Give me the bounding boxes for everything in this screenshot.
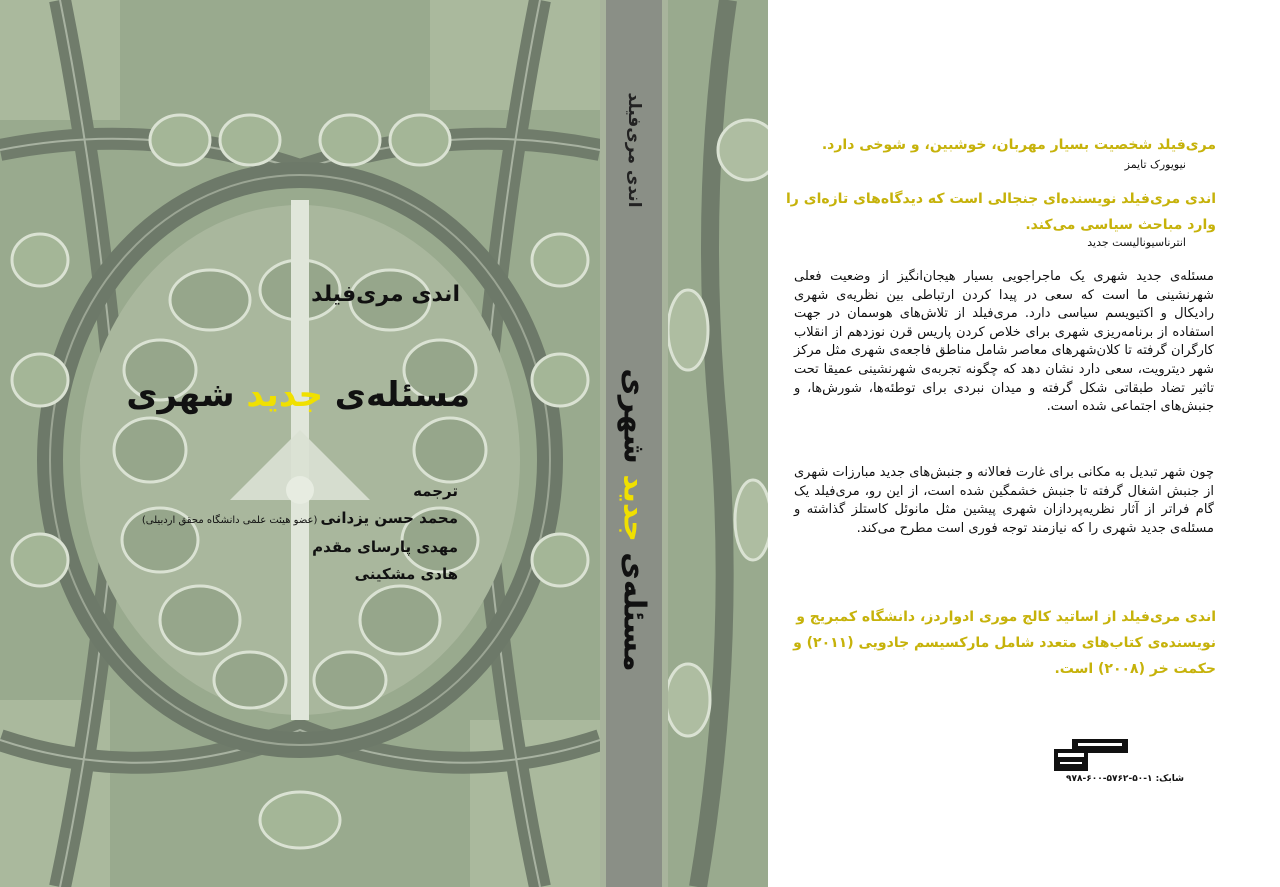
translator-2: مهدی پارسای مقدم bbox=[312, 538, 458, 556]
spine-title-part-3: شهری bbox=[616, 368, 652, 475]
back-map-strip bbox=[668, 0, 768, 887]
title-part-3: شهری bbox=[126, 375, 247, 415]
quote-1-source: نیویورک تایمز bbox=[1124, 158, 1186, 171]
spine-title-part-1: مسئله‌ی bbox=[616, 541, 652, 672]
translation-label: ترجمه bbox=[413, 482, 458, 500]
back-cover bbox=[768, 0, 1280, 887]
quote-2-source: انترناسیونالیست جدید bbox=[1087, 236, 1186, 249]
spine-title bbox=[617, 368, 652, 671]
title-highlight: جدید bbox=[246, 375, 323, 415]
publisher-logo bbox=[1052, 735, 1130, 773]
quote-2: اندی مری‌فیلد نویسنده‌ای جنجالی است که دیدگاه‌های تازه‌ای را وارد مباحث سیاسی می‌کند. bbox=[786, 191, 1216, 233]
translator-3: هادی مشکینی bbox=[354, 565, 458, 583]
translator-1-affiliation: (عضو هیئت علمی دانشگاه محقق اردبیلی) bbox=[141, 515, 321, 526]
translator-1-name: محمد حسن یزدانی bbox=[320, 509, 458, 527]
spine-author: اندی مری‌فیلد bbox=[624, 92, 644, 208]
description-paragraph-2: چون شهر تبدیل به مکانی برای غارت فعالانه و جنبش‌های جدید مبارزات شهری از جنبش اشغال گرفته تا جنبش خشمگین شده است، از این رو، مری‌فیلد یک گام فراتر از آثار نظریه‌پردازان شهری پیشین مثل مانوئل کاستلز گذاشته و مسئله‌ی جدید شهری را که نیازمند توجه فوری است مطرح می‌کند. bbox=[794, 465, 1214, 536]
spine-title-highlight: جدید bbox=[616, 474, 652, 542]
description-paragraph-1: مسئله‌ی جدید شهری یک ماجراجویی بسیار هیجان‌انگیز از وضعیت فعلی شهرنشینی ما است که سعی در پیدا کردن ارتباطی بین نظریه‌ی شهری رادیکال و اکتیویسم سیاسی دارد. مری‌فیلد از تلاش‌های هوسمان در جهت استفاده از برنامه‌ریزی شهری برای خلاص کردن پاریس قرن نوزدهم از انقلاب کارگران گرفته تا کلان‌شهرهای معاصر شامل مناطق فاجعه‌ی شهری مثل مرکز شهر دیترویت، سعی دارد نشان دهد که چگونه تجربه‌ی شهرنشینی عمیقا تحت تاثیر تضاد طبقاتی شکل گرفته و میدان نبردی برای توطئه‌ها، شورش‌ها، و جنبش‌های اجتماعی شده است. bbox=[794, 269, 1214, 415]
isbn: شابک: ۱-۵۰-۵۷۶۲-۶۰۰-۹۷۸ bbox=[1065, 774, 1184, 784]
author-bio: اندی مری‌فیلد از اساتید کالج موری ادواردز، دانشگاه کمبریج و نویسنده‌ی کتاب‌های متعدد شامل مارکسیسم جادویی (۲۰۱۱) و حکمت خر (۲۰۰۸) است. bbox=[793, 609, 1216, 677]
quote-1: مری‌فیلد شخصیت بسیار مهربان، خوشبین، و شوخی دارد. bbox=[821, 137, 1216, 153]
publisher-logo-icon bbox=[1052, 735, 1130, 773]
title-part-1: مسئله‌ی bbox=[322, 375, 470, 415]
map-strip-illustration bbox=[668, 0, 768, 887]
translator-1 bbox=[80, 505, 458, 534]
credits-block bbox=[80, 478, 458, 588]
front-cover bbox=[0, 0, 600, 887]
front-author: اندی مری‌فیلد bbox=[311, 282, 460, 307]
front-title bbox=[110, 375, 470, 415]
aerial-map-illustration bbox=[0, 0, 600, 887]
